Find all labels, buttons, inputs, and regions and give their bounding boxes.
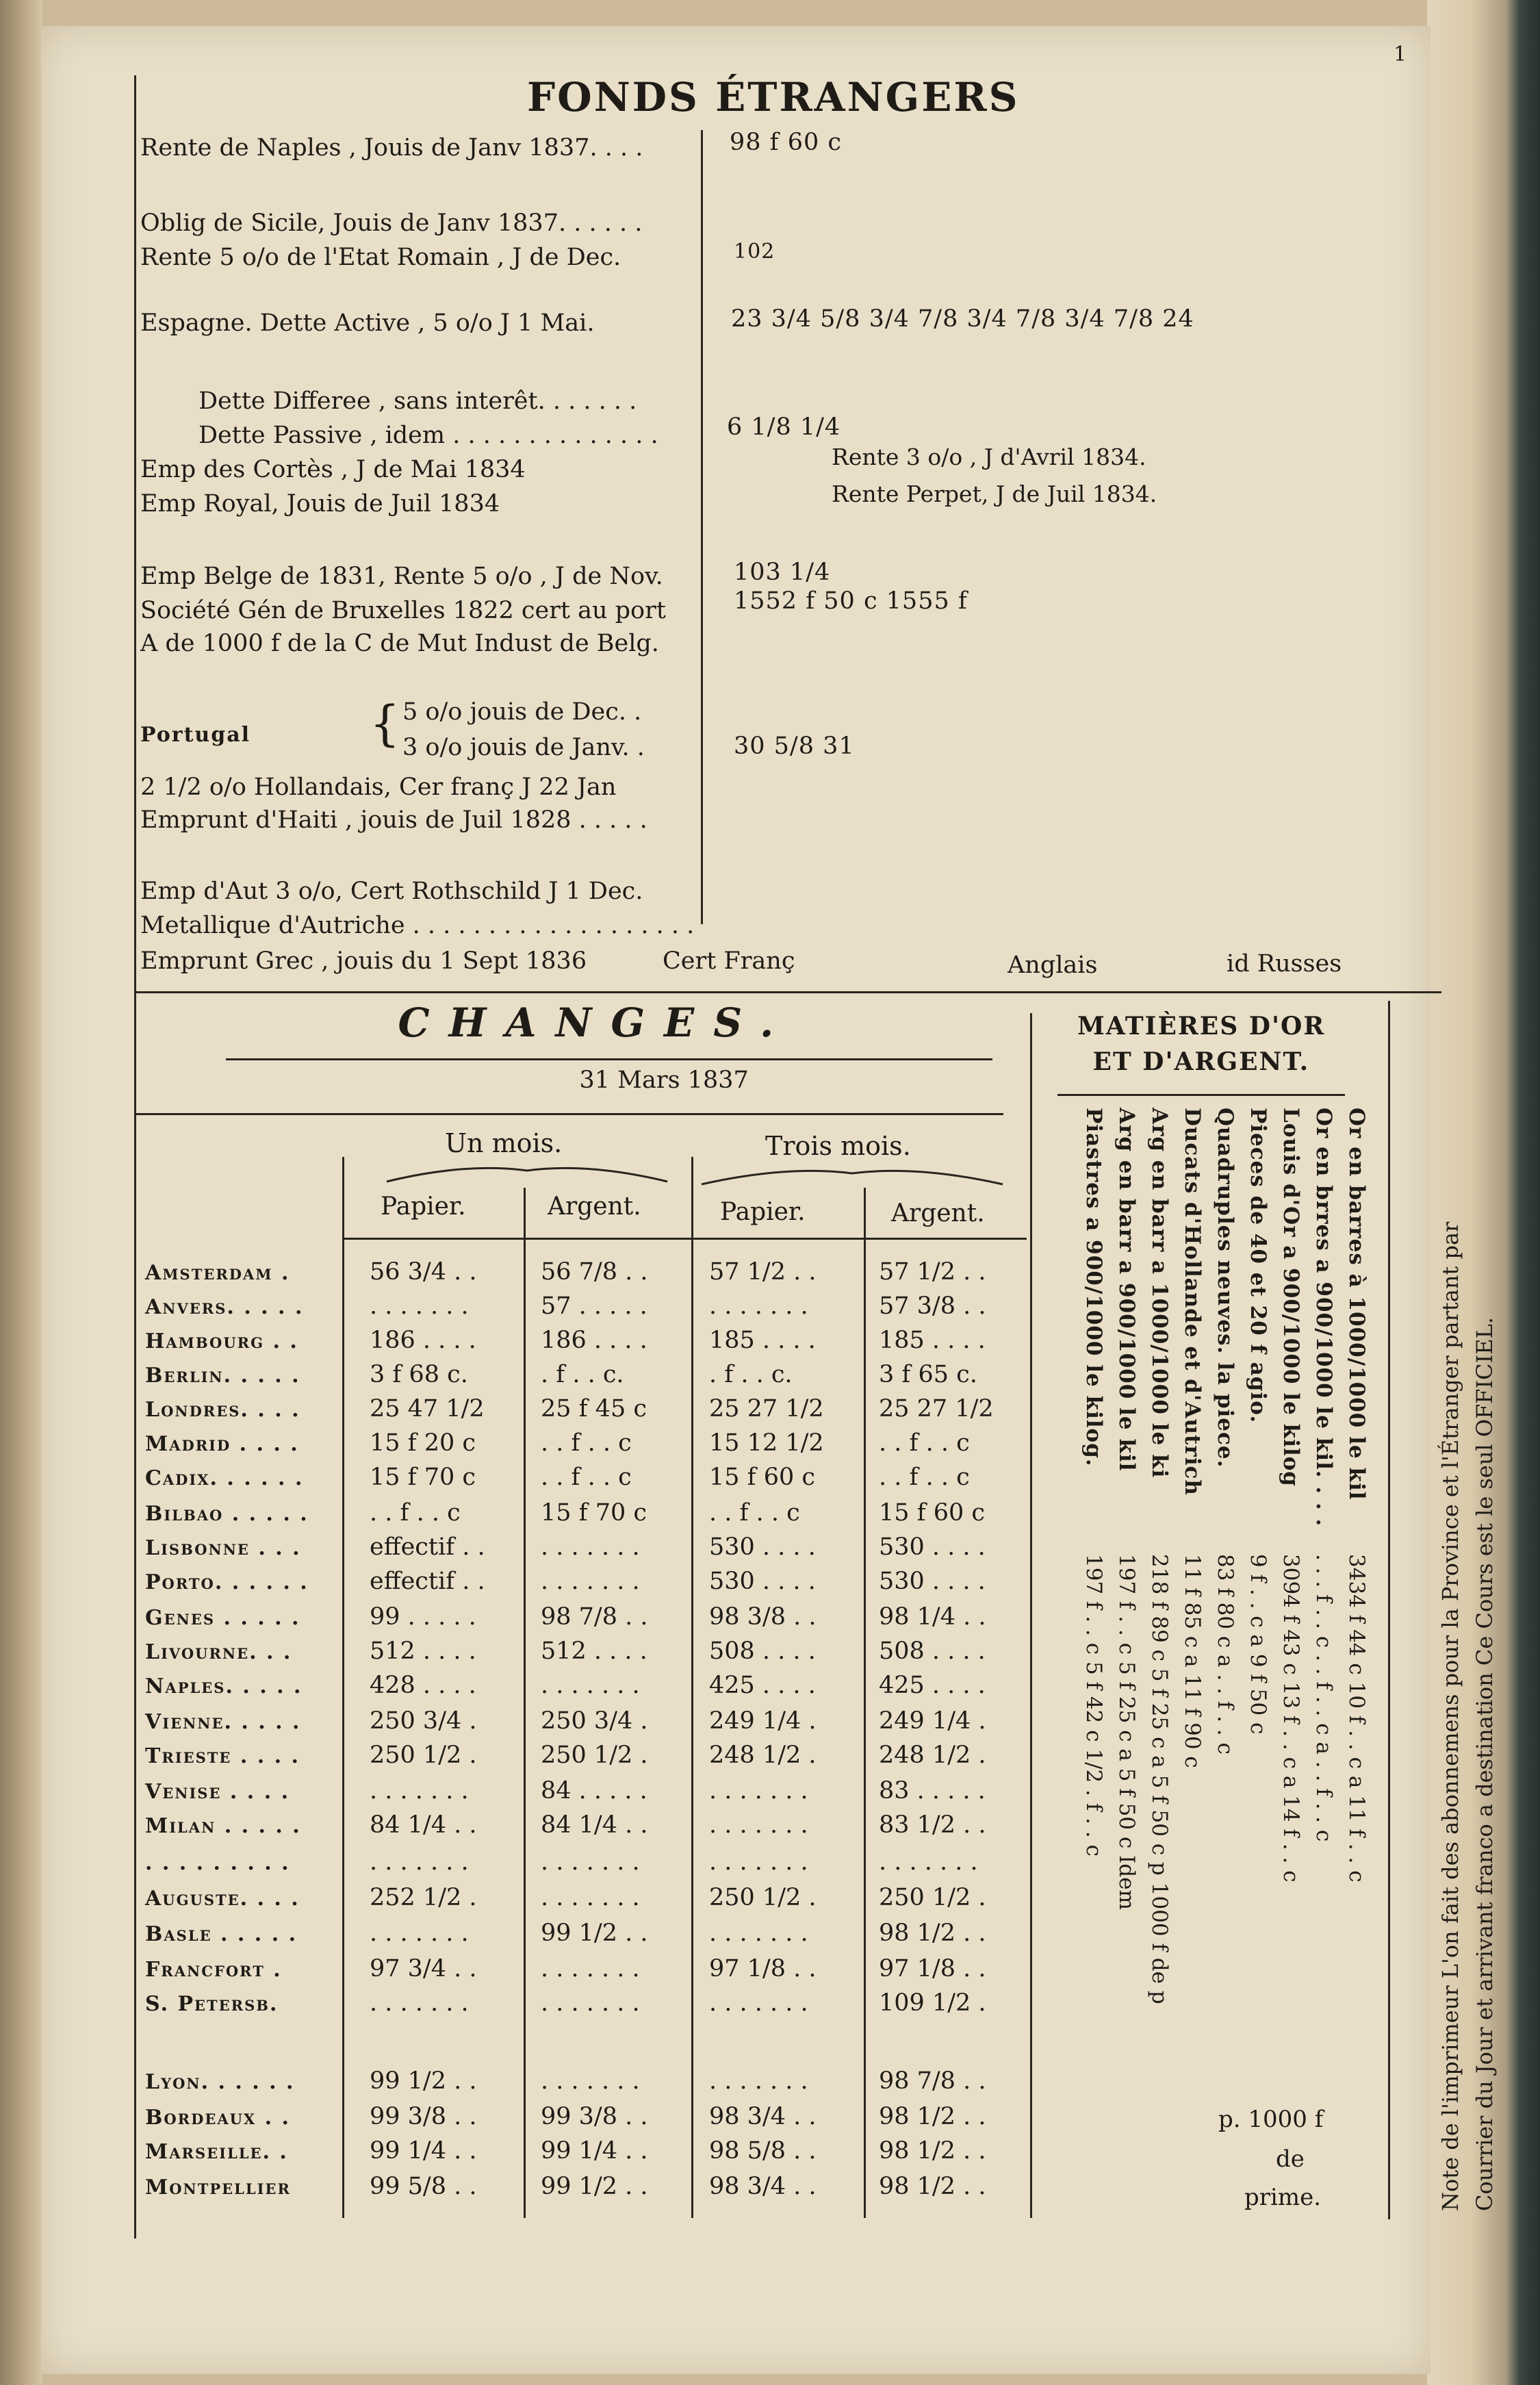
fonds-espagne-value: 23 3/4 5/8 3/4 7/8 3/4 7/8 3/4 7/8 24 — [731, 305, 1194, 333]
fonds-grec-label: Emprunt Grec , jouis du 1 Sept 1836 — [140, 947, 587, 975]
rate-cell-c2: . . . . . . . — [541, 1533, 640, 1561]
rate-cell-c4: 15 f 60 c — [879, 1499, 986, 1527]
fonds-sicile-label: Oblig de Sicile, Jouis de Janv 1837. . . . . . — [140, 209, 643, 237]
fonds-societe-value: 1552 f 50 c 1555 f — [734, 587, 968, 615]
matieres-left-rule — [1030, 1013, 1032, 2218]
rate-cell-c4: 248 1/2 . — [879, 1742, 986, 1769]
rate-cell-c2: . . . . . . . — [541, 1884, 640, 1911]
fonds-grec-anglais: Anglais — [1008, 952, 1098, 979]
prime-line-3: prime. — [1244, 2184, 1322, 2211]
col-rule-3 — [691, 1157, 693, 2218]
prime-line-2: de — [1276, 2145, 1305, 2173]
city-name: Bilbao . . . . . — [145, 1502, 309, 1526]
rate-cell-c1: 25 47 1/2 — [370, 1395, 485, 1423]
rate-cell-c2: 99 1/4 . . — [541, 2137, 648, 2165]
fonds-portugal-label: Portugal — [140, 723, 251, 747]
fonds-portugal-line2: 3 o/o jouis de Janv. . — [402, 734, 645, 761]
rate-cell-c4: 508 . . . . — [879, 1637, 986, 1665]
group-un-flourish — [383, 1162, 671, 1186]
rate-cell-c1: . . . . . . . — [370, 1777, 469, 1804]
rate-cell-c2: 186 . . . . — [541, 1327, 647, 1354]
city-name: Anvers. . . . . — [145, 1295, 304, 1319]
rate-cell-c4: 98 7/8 . . — [879, 2067, 986, 2095]
changes-title: CHANGES. — [398, 999, 793, 1046]
matiere-value: 197 f . . c 5 f 42 c 1/2 . f . . c — [1081, 1554, 1106, 1857]
city-name: Bordeaux . . — [145, 2106, 290, 2130]
col-head-papier-1: Papier. — [381, 1192, 466, 1221]
rate-cell-c2: 98 7/8 . . — [541, 1603, 648, 1631]
fonds-passive-value: 6 1/8 1/4 — [727, 413, 841, 441]
rate-cell-c1: 186 . . . . — [370, 1327, 476, 1354]
matiere-value: 3094 f 43 c 13 f . . c a 14 f . . c — [1279, 1554, 1303, 1883]
rate-cell-c2: 84 . . . . . — [541, 1777, 647, 1804]
rate-cell-c3: . . . . . . . — [709, 1292, 808, 1320]
rate-cell-c3: 15 f 60 c — [709, 1464, 816, 1491]
rate-cell-c4: 185 . . . . — [879, 1327, 986, 1354]
rate-cell-c2: . . . . . . . — [541, 1848, 640, 1876]
group-un-mois: Un mois. — [445, 1128, 563, 1158]
rate-cell-c2: . . . . . . . — [541, 1568, 640, 1595]
fonds-naples-label: Rente de Naples , Jouis de Janv 1837. . . . — [140, 134, 643, 162]
rate-cell-c3: . . . . . . . — [709, 1989, 808, 2017]
fonds-naples-value: 98 f 60 c — [730, 129, 843, 156]
col-head-argent-2: Argent. — [891, 1199, 985, 1227]
rate-cell-c3: 98 3/4 . . — [709, 2173, 817, 2200]
col-head-papier-2: Papier. — [720, 1198, 806, 1226]
rate-cell-c4: 98 1/2 . . — [879, 2103, 986, 2130]
matieres-title-1: MATIÈRES D'OR — [1077, 1012, 1326, 1041]
rate-cell-c4: 97 1/8 . . — [879, 1955, 986, 1982]
rate-cell-c2: . f . . c. — [541, 1361, 624, 1388]
fonds-grec-cert: Cert Franç — [663, 947, 795, 975]
rate-cell-c1: 99 1/4 . . — [370, 2137, 477, 2165]
fonds-autriche-label: Emp d'Aut 3 o/o, Cert Rothschild J 1 Dec. — [140, 878, 643, 905]
rate-cell-c4: 98 1/2 . . — [879, 1920, 986, 1947]
rate-cell-c2: 84 1/4 . . — [541, 1811, 648, 1839]
city-name: Milan . . . . . — [145, 1814, 301, 1838]
fonds-romain-value: 102 — [734, 240, 775, 264]
city-name: Madrid . . . . — [145, 1432, 299, 1456]
rate-cell-c3: 249 1/4 . — [709, 1707, 817, 1735]
rate-cell-c1: . . f . . c — [370, 1499, 461, 1527]
matiere-label: Quadruples neuves. la piece. — [1213, 1108, 1237, 1468]
rate-cell-c4: 3 f 65 c. — [879, 1361, 977, 1388]
rate-cell-c2: 99 1/2 . . — [541, 1920, 648, 1947]
rate-cell-c3: 98 3/8 . . — [709, 1603, 817, 1631]
city-name: Basle . . . . . — [145, 1922, 298, 1946]
group-trois-mois: Trois mois. — [765, 1131, 911, 1161]
fonds-hollandais-label: 2 1/2 o/o Hollandais, Cer franç J 22 Jan — [140, 774, 617, 801]
fonds-haiti-label: Emprunt d'Haiti , jouis de Juil 1828 . . . . . — [140, 806, 647, 834]
city-name: Naples. . . . . — [145, 1674, 303, 1698]
rate-cell-c2: . . . . . . . — [541, 1955, 640, 1982]
city-name: Genes . . . . . — [145, 1606, 300, 1630]
rate-cell-c1: effectif . . — [370, 1568, 485, 1595]
prime-line-1: p. 1000 f — [1218, 2106, 1324, 2133]
city-name: Venise . . . . — [145, 1780, 290, 1804]
city-name: . . . . . . . . . — [145, 1851, 290, 1875]
rate-cell-c1: 99 . . . . . — [370, 1603, 476, 1631]
rate-cell-c3: 57 1/2 . . — [709, 1258, 817, 1286]
rate-cell-c2: 15 f 70 c — [541, 1499, 647, 1527]
matiere-label: Louis d'Or a 900/1000 le kilog — [1279, 1108, 1303, 1487]
page-number: 1 — [1394, 42, 1407, 66]
rate-cell-c3: . . . . . . . — [709, 1777, 808, 1804]
rate-cell-c1: 250 3/4 . — [370, 1707, 477, 1735]
rate-cell-c2: 56 7/8 . . — [541, 1258, 648, 1286]
rate-cell-c3: . . . . . . . — [709, 1848, 808, 1876]
matiere-value: 3434 f 44 c 10 f . . c a 11 f . . c — [1344, 1554, 1369, 1883]
rate-cell-c1: effectif . . — [370, 1533, 485, 1561]
fonds-metallique-label: Metallique d'Autriche . . . . . . . . . . . . . . . . . . . — [140, 912, 695, 939]
rate-cell-c4: 250 1/2 . — [879, 1884, 986, 1911]
rate-cell-c2: 99 1/2 . . — [541, 2173, 648, 2200]
changes-date: 31 Mars 1837 — [579, 1067, 749, 1094]
changes-date-rule — [134, 1113, 1003, 1115]
city-name: Marseille. . — [145, 2140, 288, 2164]
rate-cell-c2: 512 . . . . — [541, 1637, 647, 1665]
matiere-label: Ducats d'Hollande et d'Autrich — [1180, 1108, 1205, 1496]
matiere-label: Arg en barr a 900/1000 le kil — [1114, 1108, 1139, 1472]
rate-cell-c2: 57 . . . . . — [541, 1292, 647, 1320]
city-name: Francfort . — [145, 1958, 282, 1982]
fonds-differee-label: Dette Differee , sans interêt. . . . . . . — [198, 387, 637, 415]
rate-cell-c1: . . . . . . . — [370, 1989, 469, 2017]
rate-cell-c3: 248 1/2 . — [709, 1742, 817, 1769]
fonds-belge-label: Emp Belge de 1831, Rente 5 o/o , J de Nov. — [140, 563, 663, 590]
col-rule-2 — [524, 1188, 526, 2218]
fonds-belge-value: 103 1/4 — [734, 559, 831, 586]
rate-cell-c2: 250 3/4 . — [541, 1707, 648, 1735]
rate-cell-c4: 425 . . . . — [879, 1672, 986, 1699]
matiere-label: Piastres a 900/1000 le kilog. — [1081, 1108, 1106, 1467]
rate-cell-c3: 97 1/8 . . — [709, 1955, 817, 1982]
fonds-royal-label: Emp Royal, Jouis de Juil 1834 — [140, 490, 500, 518]
rate-cell-c2: . . . . . . . — [541, 1672, 640, 1699]
rate-cell-c4: 25 27 1/2 — [879, 1395, 994, 1423]
fonds-royal-side: Rente Perpet, J de Juil 1834. — [832, 481, 1157, 507]
city-name: Londres. . . . — [145, 1398, 300, 1422]
fonds-portugal-value: 30 5/8 31 — [734, 732, 855, 760]
rate-cell-c1: 56 3/4 . . — [370, 1258, 477, 1286]
rate-cell-c4: 98 1/2 . . — [879, 2173, 986, 2200]
rate-cell-c1: . . . . . . . — [370, 1848, 469, 1876]
rate-cell-c4: 530 . . . . — [879, 1533, 986, 1561]
matieres-title-2: ET D'ARGENT. — [1092, 1047, 1310, 1076]
col-rule-4 — [864, 1188, 866, 2218]
city-name: Livourne. . . — [145, 1640, 292, 1664]
fonds-industrie-label: A de 1000 f de la C de Mut Indust de Belg. — [140, 630, 659, 657]
rate-cell-c4: . . f . . c — [879, 1429, 970, 1457]
rate-cell-c1: 252 1/2 . — [370, 1884, 477, 1911]
matiere-value: 218 f 89 c 5 f 25 c a 5 f 50 c p 1000 f de p — [1147, 1554, 1172, 2004]
rate-cell-c3: . . . . . . . — [709, 1920, 808, 1947]
fonds-cortes-label: Emp des Cortès , J de Mai 1834 — [140, 456, 526, 483]
city-name: Lyon. . . . . . — [145, 2070, 295, 2094]
rate-cell-c3: 530 . . . . — [709, 1533, 816, 1561]
city-name: Montpellier — [145, 2176, 291, 2199]
note-left-rule — [1388, 1001, 1390, 2219]
rate-cell-c3: 530 . . . . — [709, 1568, 816, 1595]
rate-cell-c2: . . f . . c — [541, 1464, 632, 1491]
rate-cell-c1: 97 3/4 . . — [370, 1955, 477, 1982]
city-name: Lisbonne . . . — [145, 1536, 301, 1560]
rate-cell-c1: 99 1/2 . . — [370, 2067, 477, 2095]
rate-cell-c3: 508 . . . . — [709, 1637, 816, 1665]
rate-cell-c3: 15 12 1/2 — [709, 1429, 824, 1457]
rate-cell-c3: 250 1/2 . — [709, 1884, 817, 1911]
rate-cell-c2: 99 3/8 . . — [541, 2103, 648, 2130]
rate-cell-c4: 98 1/4 . . — [879, 1603, 986, 1631]
rate-cell-c1: 84 1/4 . . — [370, 1811, 477, 1839]
matiere-value: 197 f . . c 5 f 25 c a 5 f 50 c Idem — [1114, 1554, 1139, 1910]
rate-cell-c3: 98 3/4 . . — [709, 2103, 817, 2130]
rate-cell-c1: 15 f 70 c — [370, 1464, 476, 1491]
rate-cell-c4: 249 1/4 . — [879, 1707, 986, 1735]
rate-cell-c1: 3 f 68 c. — [370, 1361, 468, 1388]
city-name: Amsterdam . — [145, 1261, 290, 1285]
rate-cell-c4: 109 1/2 . — [879, 1989, 986, 2017]
fonds-espagne-label: Espagne. Dette Active , 5 o/o J 1 Mai. — [140, 309, 595, 337]
city-name: Porto. . . . . . — [145, 1570, 309, 1594]
left-rule — [134, 75, 136, 2239]
city-name: Cadix. . . . . . — [145, 1466, 304, 1490]
rate-cell-c1: 99 3/8 . . — [370, 2103, 477, 2130]
rate-cell-c4: 83 1/2 . . — [879, 1811, 986, 1839]
rate-cell-c3: . f . . c. — [709, 1361, 793, 1388]
matiere-value: 9 f . . c a 9 f 50 c — [1246, 1554, 1270, 1735]
city-name: S. Petersb. — [145, 1992, 279, 2016]
rate-cell-c4: 57 3/8 . . — [879, 1292, 986, 1320]
fonds-title: FONDS ÉTRANGERS — [527, 74, 1020, 120]
rate-cell-c3: . . . . . . . — [709, 1811, 808, 1839]
city-name: Hambourg . . — [145, 1329, 298, 1353]
matiere-label: Or en brres a 900/1000 le kil. . . . — [1311, 1108, 1336, 1527]
fonds-societe-label: Société Gén de Bruxelles 1822 cert au port — [140, 597, 666, 624]
rate-cell-c3: 25 27 1/2 — [709, 1395, 824, 1423]
matieres-title-rule — [1057, 1094, 1345, 1096]
fonds-grec-russes: id Russes — [1227, 950, 1342, 978]
rate-cell-c4: 530 . . . . — [879, 1568, 986, 1595]
rate-cell-c4: 98 1/2 . . — [879, 2137, 986, 2165]
col-rule-1 — [342, 1157, 344, 2218]
rate-cell-c3: 185 . . . . — [709, 1327, 816, 1354]
fonds-cortes-side: Rente 3 o/o , J d'Avril 1834. — [832, 444, 1146, 470]
fonds-passive-label: Dette Passive , idem . . . . . . . . . . . . . . — [198, 422, 658, 449]
rate-cell-c2: . . . . . . . — [541, 1989, 640, 2017]
rate-cell-c3: 425 . . . . — [709, 1672, 816, 1699]
matiere-value: . . . f . . c . . f . . c a . . f . . c — [1311, 1554, 1336, 1842]
rate-cell-c2: . . f . . c — [541, 1429, 632, 1457]
fonds-portugal-line1: 5 o/o jouis de Dec. . — [402, 698, 642, 726]
rate-cell-c4: . . f . . c — [879, 1464, 970, 1491]
city-name: Berlin. . . . . — [145, 1364, 300, 1388]
matiere-value: 11 f 85 c a 11 f 90 c — [1180, 1554, 1205, 1768]
rate-cell-c4: 83 . . . . . — [879, 1777, 986, 1804]
matiere-label: Arg en barr a 1000/1000 le ki — [1147, 1108, 1172, 1479]
note-line-2: Courrier du Jour et arrivant franco a destination Ce Cours est le seul OFFICIEL. — [1472, 1316, 1498, 2211]
rate-cell-c1: 99 5/8 . . — [370, 2173, 477, 2200]
city-name: Trieste . . . . — [145, 1744, 300, 1768]
matiere-value: 83 f 80 c a . . f . . c — [1213, 1554, 1237, 1755]
rate-cell-c4: 57 1/2 . . — [879, 1258, 986, 1286]
rate-cell-c1: . . . . . . . — [370, 1292, 469, 1320]
rate-cell-c3: . . . . . . . — [709, 2067, 808, 2095]
city-name: Auguste. . . . — [145, 1887, 300, 1911]
rate-cell-c1: 250 1/2 . — [370, 1742, 477, 1769]
rate-cell-c1: . . . . . . . — [370, 1920, 469, 1947]
fonds-bottom-rule — [134, 991, 1441, 993]
group-trois-flourish — [698, 1165, 1006, 1188]
rate-cell-c4: . . . . . . . — [879, 1848, 978, 1876]
rate-cell-c1: 428 . . . . — [370, 1672, 476, 1699]
note-line-1: Note de l'imprimeur L'on fait des abonnemens pour la Province et l'Étranger partant par — [1437, 1221, 1463, 2211]
fonds-romain-label: Rente 5 o/o de l'Etat Romain , J de Dec. — [140, 244, 621, 271]
matiere-label: Or en barres à 1000/1000 le kil — [1344, 1108, 1369, 1501]
fonds-right-rule — [701, 130, 703, 924]
rate-cell-c2: . . . . . . . — [541, 2067, 640, 2095]
rate-cell-c2: 250 1/2 . — [541, 1742, 648, 1769]
rate-cell-c3: 98 5/8 . . — [709, 2137, 817, 2165]
changes-title-rule — [226, 1058, 992, 1060]
portugal-brace: { — [370, 696, 400, 752]
rate-cell-c1: 15 f 20 c — [370, 1429, 476, 1457]
matiere-label: Pieces de 40 et 20 f agio. — [1246, 1108, 1270, 1424]
header-rule — [342, 1238, 1027, 1240]
col-head-argent-1: Argent. — [548, 1192, 641, 1221]
rate-cell-c2: 25 f 45 c — [541, 1395, 647, 1423]
city-name: Vienne. . . . . — [145, 1710, 301, 1734]
rate-cell-c1: 512 . . . . — [370, 1637, 476, 1665]
rate-cell-c3: . . f . . c — [709, 1499, 800, 1527]
